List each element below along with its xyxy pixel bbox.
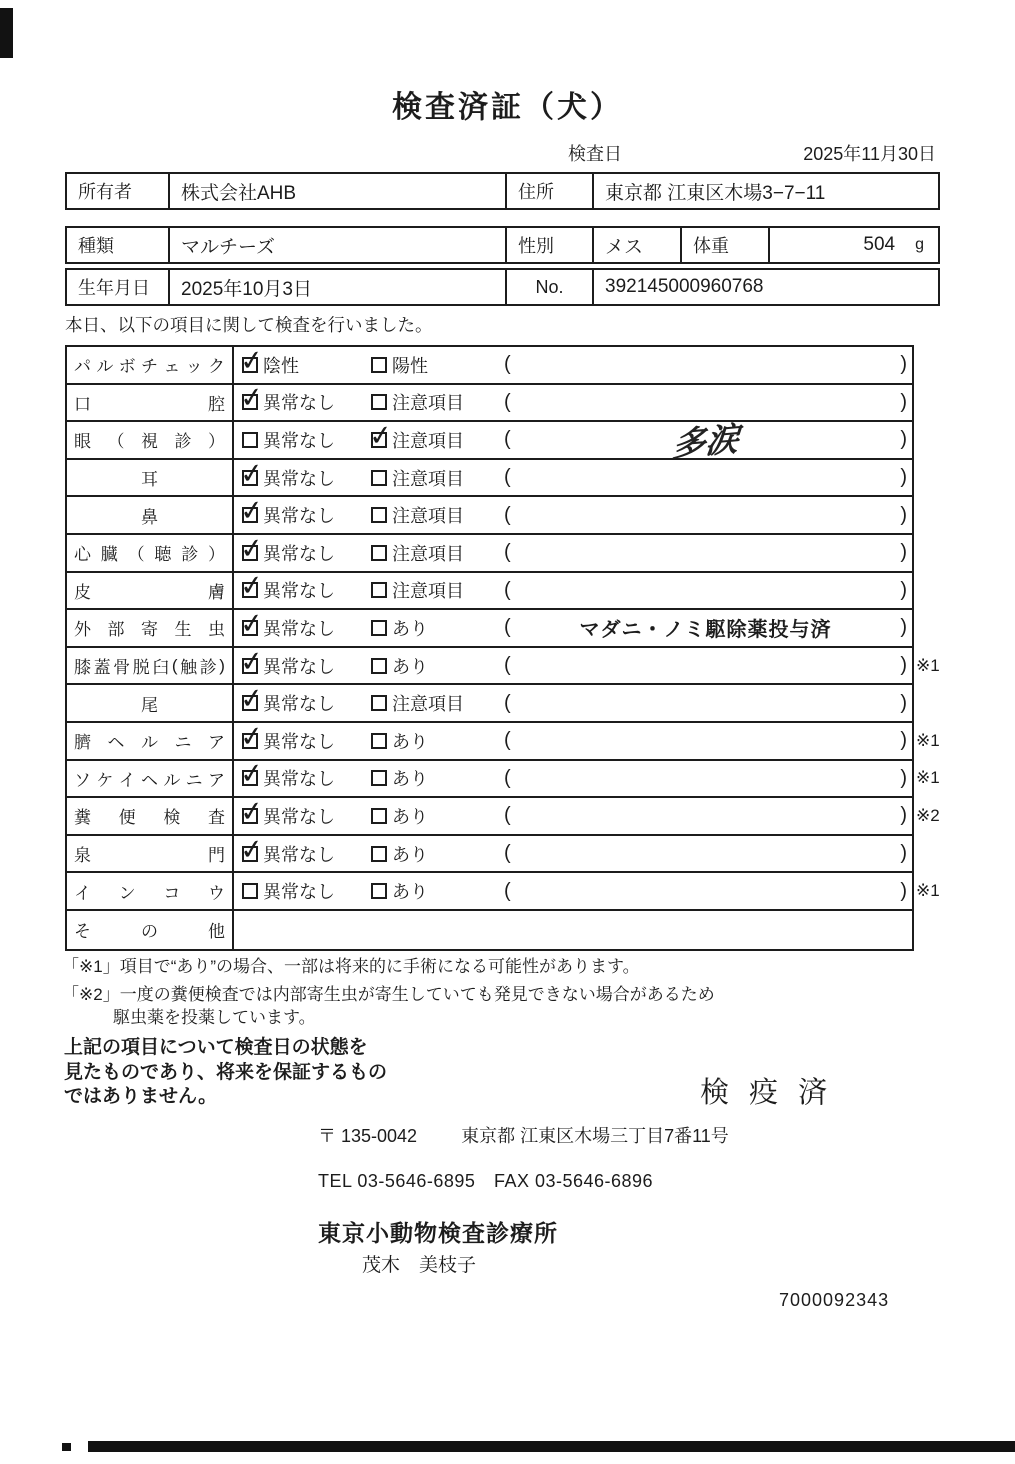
footnote-mark: ※1 — [916, 655, 940, 675]
checkbox-label: 異常なし — [263, 844, 335, 865]
note-text: マダニ・ノミ駆除薬投与済 — [579, 619, 832, 642]
paren-open: ( — [504, 654, 511, 677]
checkbox-label: 異常なし — [263, 882, 335, 903]
clinic-address: 東京都 江東区木場三丁目7番11号 — [461, 1126, 729, 1146]
checkbox-label: 陽性 — [392, 355, 428, 376]
checkbox-no-abnormality-icon — [242, 658, 258, 674]
checkbox-no-abnormality-icon — [242, 846, 258, 862]
breed-value: マルチーズ — [170, 228, 507, 262]
checkbox-no-abnormality-icon — [242, 582, 258, 598]
address-label: 住所 — [507, 174, 594, 208]
paren-open: ( — [504, 541, 511, 564]
paren-close: ) — [900, 428, 907, 451]
paren-open: ( — [504, 353, 511, 376]
checkbox-label: 注意項目 — [392, 543, 464, 564]
quarantine-stamp: 検 疫 済 — [700, 1077, 834, 1109]
checkbox-label: あり — [392, 882, 428, 903]
checkbox-label: 注意項目 — [392, 430, 464, 451]
no-value: 392145000960768 — [605, 276, 764, 297]
owner-label: 所有者 — [67, 174, 170, 208]
checkbox-no-abnormality-icon — [242, 470, 258, 486]
owner-address-row — [65, 172, 940, 210]
paren-open: ( — [504, 390, 511, 413]
disclaimer-line2: 見たものであり、将来を保証するもの — [64, 1061, 388, 1083]
paren-open: ( — [504, 428, 511, 451]
birth-label: 生年月日 — [67, 270, 170, 304]
disclaimer-line1: 上記の項目について検査日の状態を — [64, 1037, 368, 1058]
checklist-row-eyes — [67, 419, 912, 465]
checkbox-caution-icon — [371, 432, 387, 448]
checklist-row-fontanelle — [67, 836, 912, 874]
scan-artifact-dot — [62, 1443, 71, 1451]
checkbox-no-abnormality-icon — [242, 620, 258, 636]
owner-value: 株式会社AHB — [170, 174, 507, 208]
item-label: 眼 （ 視 診 ） — [74, 432, 225, 452]
checkbox-label: 注意項目 — [392, 694, 464, 715]
checkbox-present-icon — [371, 846, 387, 862]
paren-close: ) — [900, 541, 907, 564]
checkbox-no-abnormality-icon — [242, 394, 258, 410]
checklist-row-fecal-exam — [67, 798, 940, 836]
clinic-address-row — [318, 1122, 729, 1148]
item-label: そ の 他 — [74, 922, 225, 942]
footnote-mark: ※2 — [916, 805, 940, 825]
paren-open: ( — [504, 466, 511, 489]
checkbox-no-abnormality-icon — [242, 733, 258, 749]
checkbox-no-abnormality-icon — [242, 770, 258, 786]
checkbox-label: 注意項目 — [392, 393, 464, 414]
checkbox-label: 異常なし — [263, 543, 335, 564]
checkbox-caution-icon — [371, 470, 387, 486]
checklist-row-parvo — [67, 347, 912, 385]
checkbox-label: あり — [392, 656, 428, 677]
checklist-row-heart — [67, 535, 912, 573]
checklist-row-patella — [67, 648, 940, 686]
checkbox-present-icon — [371, 883, 387, 899]
item-label: 耳 — [141, 470, 158, 490]
scan-artifact-bottom-bar — [88, 1441, 1015, 1452]
checkbox-label: あり — [392, 731, 428, 752]
checkbox-label: 注意項目 — [392, 506, 464, 527]
checkbox-label: 異常なし — [263, 506, 335, 527]
item-label: 心 臓 （ 聴 診 ） — [74, 545, 225, 565]
checkbox-positive-icon — [371, 357, 387, 373]
disclaimer-line3: ではありません。 — [64, 1086, 218, 1107]
checkbox-label: 異常なし — [263, 618, 335, 639]
paren-close: ) — [900, 654, 907, 677]
breed-sex-weight-row — [65, 226, 940, 264]
paren-open: ( — [504, 842, 511, 865]
footnote-mark: ※1 — [916, 768, 940, 788]
checkbox-label: 陰性 — [263, 355, 299, 376]
checkbox-label: 異常なし — [263, 393, 335, 414]
statement-text: 本日、以下の項目に関して検査を行いました。 — [65, 315, 433, 335]
checkbox-label: 異常なし — [263, 731, 335, 752]
item-label: 外 部 寄 生 虫 — [74, 620, 225, 640]
no-label: No. — [507, 270, 594, 304]
checkbox-label: 異常なし — [263, 806, 335, 827]
checkbox-label: 異常なし — [263, 694, 335, 715]
checkbox-label: 異常なし — [263, 430, 335, 451]
checklist-row-external-parasites — [67, 610, 912, 648]
checklist-row-tail — [67, 685, 912, 723]
item-label: 尾 — [141, 695, 158, 715]
sex-label: 性別 — [507, 228, 594, 262]
inspection-date-row — [568, 140, 936, 166]
paren-open: ( — [504, 879, 511, 902]
item-label: 糞 便 検 査 — [74, 808, 225, 828]
checkbox-caution-icon — [371, 507, 387, 523]
item-label: イ ン コ ウ — [74, 883, 225, 903]
sex-value: メス — [594, 228, 682, 262]
inspection-date-value: 2025年11月30日 — [803, 144, 936, 164]
checkbox-label: あり — [392, 769, 428, 790]
checklist-row-nose — [67, 497, 912, 535]
checkbox-present-icon — [371, 733, 387, 749]
paren-close: ) — [900, 842, 907, 865]
checkbox-label: 異常なし — [263, 581, 335, 602]
checklist-row-inguinal-hernia — [67, 761, 940, 799]
checkbox-no-abnormality-icon — [242, 545, 258, 561]
handwritten-note: 多涙 — [670, 419, 740, 465]
paren-close: ) — [900, 729, 907, 752]
checklist-row-other — [67, 911, 912, 949]
checkbox-label: あり — [392, 618, 428, 639]
paren-open: ( — [504, 766, 511, 789]
checkbox-no-abnormality-icon — [242, 883, 258, 899]
checklist-row-umbilical-hernia — [67, 723, 940, 761]
checkbox-label: 異常なし — [263, 769, 335, 790]
empty-cell — [234, 911, 912, 949]
checkbox-no-abnormality-icon — [242, 432, 258, 448]
checkbox-caution-icon — [371, 394, 387, 410]
checkbox-no-abnormality-icon — [242, 695, 258, 711]
weight-number: 504 — [863, 234, 896, 255]
checkbox-label: あり — [392, 806, 428, 827]
item-label: 泉 門 — [74, 846, 225, 866]
checklist-row-inkou — [67, 873, 940, 911]
scan-artifact-top — [0, 8, 13, 58]
footnote-1: 「※1」項目で“あり”の場合、一部は将来的に手術になる可能性があります。 — [62, 957, 640, 976]
checkbox-no-abnormality-icon — [242, 507, 258, 523]
footnote-mark: ※1 — [916, 881, 940, 901]
checkbox-label: 異常なし — [263, 656, 335, 677]
birth-value: 2025年10月3日 — [170, 270, 507, 304]
examiner-name: 茂木 美枝子 — [362, 1255, 477, 1276]
birth-no-row — [65, 268, 940, 306]
checkbox-negative-icon — [242, 357, 258, 373]
footnote-2-line1: 「※2」一度の糞便検査では内部寄生虫が寄生していても発見できない場合があるため — [62, 985, 715, 1004]
paren-close: ) — [900, 804, 907, 827]
paren-close: ) — [900, 879, 907, 902]
paren-open: ( — [504, 691, 511, 714]
paren-close: ) — [900, 691, 907, 714]
paren-open: ( — [504, 503, 511, 526]
checkbox-label: あり — [392, 844, 428, 865]
paren-close: ) — [900, 390, 907, 413]
footnote-mark: ※1 — [916, 730, 940, 750]
paren-close: ) — [900, 766, 907, 789]
checkbox-caution-icon — [371, 545, 387, 561]
item-label: 膝 蓋 骨 脱 臼 ( 触 診 ) — [74, 655, 225, 678]
page-title: 検査済証（犬） — [392, 91, 623, 124]
item-label: 鼻 — [141, 507, 158, 527]
item-label: 臍 ヘ ル ニ ア — [74, 733, 225, 753]
address-value: 東京都 江東区木場3−7−11 — [605, 182, 826, 204]
item-label: パ ル ボ チ ェ ッ ク — [74, 357, 225, 377]
item-label: ソ ケ イ ヘ ル ニ ア — [74, 770, 225, 790]
checkbox-label: 注意項目 — [392, 468, 464, 489]
checkbox-present-icon — [371, 658, 387, 674]
paren-close: ) — [900, 616, 907, 639]
item-label: 口 腔 — [74, 394, 225, 414]
disclaimer-text — [64, 1036, 464, 1110]
weight-label: 体重 — [682, 228, 770, 262]
paren-close: ) — [900, 578, 907, 601]
postal-code: 〒 135-0042 — [318, 1126, 418, 1146]
item-label: 皮 膚 — [74, 582, 225, 602]
checkbox-label: 異常なし — [263, 468, 335, 489]
checklist-row-skin — [67, 573, 912, 611]
tel-fax: TEL 03-5646-6895 FAX 03-5646-6896 — [318, 1171, 654, 1191]
checkbox-no-abnormality-icon — [242, 808, 258, 824]
paren-close: ) — [900, 466, 907, 489]
paren-open: ( — [504, 729, 511, 752]
breed-label: 種類 — [67, 228, 170, 262]
checkbox-caution-icon — [371, 582, 387, 598]
paren-open: ( — [504, 578, 511, 601]
footnote-2-line2: 駆虫薬を投薬しています。 — [113, 1008, 316, 1027]
checklist-table — [65, 345, 940, 951]
checklist-row-ears — [67, 460, 912, 498]
checkbox-present-icon — [371, 770, 387, 786]
checkbox-label: 注意項目 — [392, 581, 464, 602]
paren-open: ( — [504, 804, 511, 827]
inspection-date-label: 検査日 — [568, 144, 622, 164]
paren-open: ( — [504, 616, 511, 639]
weight-unit: g — [915, 236, 924, 253]
clinic-name: 東京小動物検査診療所 — [318, 1220, 558, 1246]
checkbox-caution-icon — [371, 695, 387, 711]
paren-close: ) — [900, 353, 907, 376]
checkbox-present-icon — [371, 808, 387, 824]
checkbox-present-icon — [371, 620, 387, 636]
paren-close: ) — [900, 503, 907, 526]
serial-number: 7000092343 — [779, 1290, 890, 1310]
weight-value — [770, 228, 938, 262]
